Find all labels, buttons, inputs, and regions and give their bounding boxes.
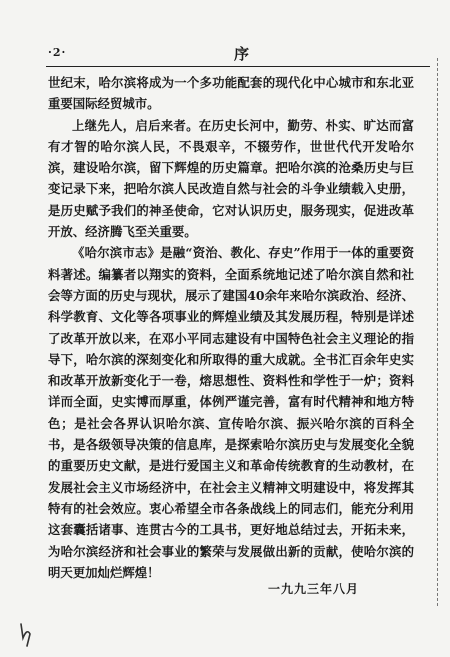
header-rule xyxy=(46,66,430,67)
pencil-scribble-mark xyxy=(17,620,47,650)
text-line: 百科全书，是各级领导决策的信息库，是探索哈尔滨历史与发展变 xyxy=(48,415,415,453)
text-line: 济、科学教育、文化等各项事业的辉煌业绩及其发展历程，特别是 xyxy=(48,287,415,325)
text-line: 炉；资料详而全面，史实博而厚重，体例严谨完善，富有时代精神 xyxy=(48,373,415,410)
page-header xyxy=(48,42,420,64)
paragraph-2 xyxy=(48,115,414,243)
text-line: 上继先人，启后来者。在历史长河中，勤劳、朴实、旷达而富 xyxy=(72,117,414,133)
text-line: 教材，在发展社会主义市场经济中，在社会主义精神文明建设中， xyxy=(48,458,415,495)
page-number: ·2· xyxy=(48,46,67,59)
text-line: 录下来，把哈尔滨人民改造自然与社会的斗争业绩载入史册，是历 xyxy=(48,181,415,218)
text-line: 详述了改革开放以来，在邓小平同志建设有中国特色社会主义理 xyxy=(48,309,415,346)
text-line: 经济腾飞至关重要。 xyxy=(85,224,197,240)
text-line: 世纪末，哈尔滨将成为一个多功能配套的现代化中心城市和东北 xyxy=(48,75,402,90)
text-line: 充分利用这套囊括诸事、连贯古今的工具书，更好地总结过去，开 xyxy=(48,500,415,538)
text-line: 《哈尔滨市志》是融“资治、教化、存史”作用于一体的重要 xyxy=(72,245,402,261)
text-line: 有才智的哈尔滨人民，不畏艰辛，不辍劳作，世世代代开发哈尔滨， xyxy=(48,138,414,176)
text-line: 哈尔滨的明天更加灿烂辉煌！ xyxy=(48,543,415,580)
text-line: 和地方特色；是社会各界认识哈尔滨、宣传哈尔滨、振兴哈尔滨的 xyxy=(48,394,415,431)
paragraph-1 xyxy=(48,72,414,115)
paragraph-3 xyxy=(48,242,414,583)
text-line: 年史实和改革开放新变化于一卷，熔思想性、资料性和学性于一 xyxy=(48,351,415,389)
text-line: 建设哈尔滨，留下辉煌的历史篇章。把哈尔滨的沧桑历史与巨变记 xyxy=(48,160,415,197)
text-line: 社会等方面的历史与现状，展示了建国40余年来哈尔滨政治、经 xyxy=(48,266,414,303)
text-line: 史赋予我们的神圣使命，它对认识历史，服务现实，促进改革开放、 xyxy=(48,202,415,240)
text-line: 将发挥其特有的社会效应。衷心希望全市各条战线上的同志们，能 xyxy=(48,479,415,516)
binding-dashed-line xyxy=(437,58,438,606)
text-line: 论的指导下，哈尔滨的深刻变化和所取得的重大成就。全书汇百余 xyxy=(48,330,415,367)
text-line: 拓未来，为哈尔滨经济和社会事业的繁荣与发展做出新的贡献，使 xyxy=(48,522,415,559)
text-line: 亚重要国际经贸城市。 xyxy=(48,75,414,112)
preface-body xyxy=(48,72,414,583)
date-line: 一九九三年八月 xyxy=(268,582,360,596)
text-line: 化全貌的重要历史文献，是进行爱国主义和革命传统教育的生动 xyxy=(48,437,415,474)
section-title: 序 xyxy=(234,45,250,63)
text-line: 资料著述。编纂者以翔实的资料，全面系统地记述了哈尔滨自然和 xyxy=(48,245,414,282)
